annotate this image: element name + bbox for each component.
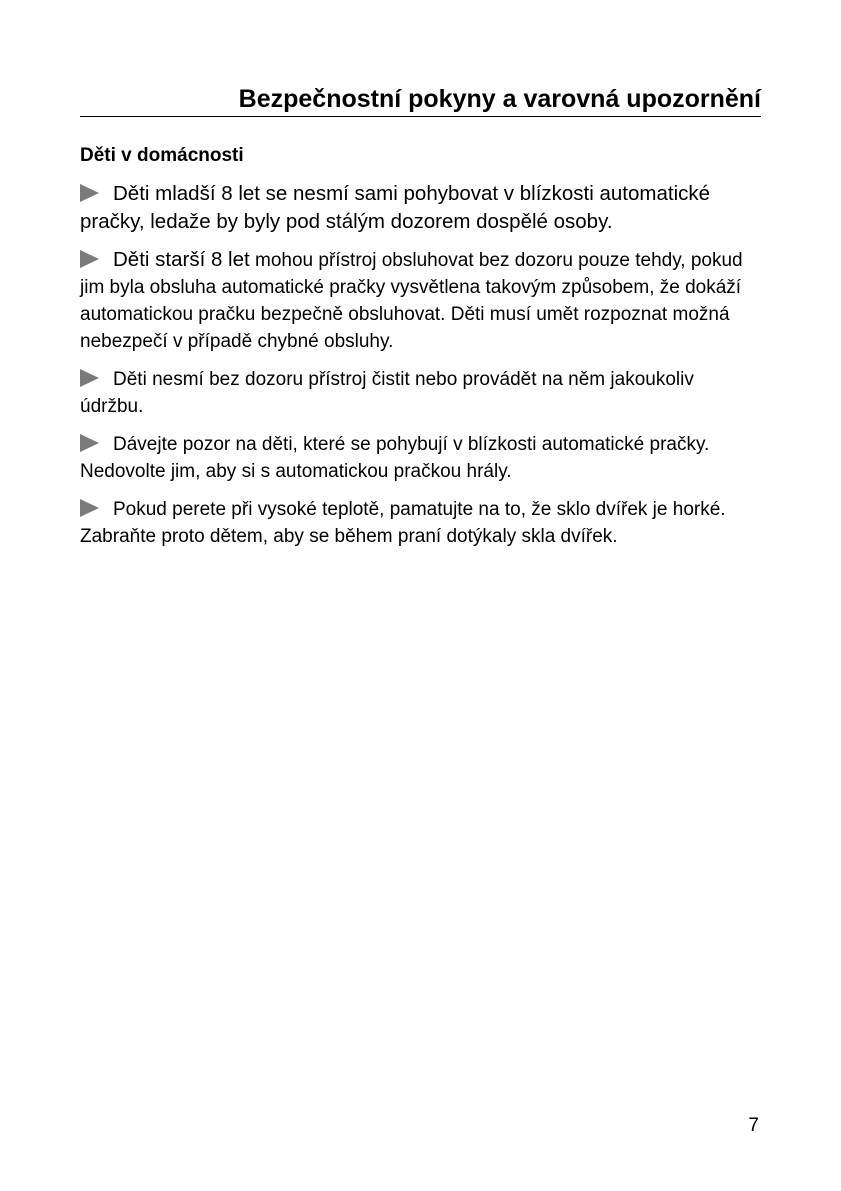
triangle-right-icon bbox=[80, 250, 99, 268]
item-note-text: Zabraňte proto dětem, aby se během praní dotýkaly skla dvířek. bbox=[80, 526, 618, 547]
list-item bbox=[80, 180, 761, 235]
item-lead-text: Děti starší 8 let bbox=[113, 248, 250, 271]
triangle-right-icon bbox=[80, 369, 99, 387]
list-item bbox=[80, 496, 761, 550]
item-text: Dávejte pozor na děti, které se pohybují v blízkosti automatické pračky. Nedovolte jim, aby si s automatickou pračkou hrály. bbox=[80, 434, 710, 482]
item-text: Pokud perete při vysoké teplotě, pamatujte na to, že sklo dvířek je horké. bbox=[113, 499, 726, 520]
item-text: mohou přístroj obsluhovat bez dozoru pouze tehdy, pokud jim byla obsluha automatické pračky vysvětlena takovým způsobem, že dokáží automatickou pračku bezpečně obsluhovat. Děti musí umět rozpoznat možná nebezpečí v případě chybné obsluhy. bbox=[80, 250, 743, 352]
triangle-right-icon bbox=[80, 499, 99, 517]
page-header bbox=[80, 82, 761, 117]
item-text: Děti mladší 8 let se nesmí sami pohybovat v blízkosti automatické pračky, ledaže by byly pod stálým dozorem dospělé osoby. bbox=[80, 182, 711, 233]
page-content bbox=[80, 142, 761, 561]
triangle-right-icon bbox=[80, 434, 99, 452]
item-text: Děti nesmí bez dozoru přístroj čistit nebo provádět na něm jakoukoliv údržbu. bbox=[80, 369, 694, 417]
section-title: Děti v domácnosti bbox=[80, 145, 244, 166]
list-item bbox=[80, 366, 761, 420]
triangle-right-icon bbox=[80, 184, 99, 202]
page-title: Bezpečnostní pokyny a varovná upozornění bbox=[238, 85, 761, 113]
list-item bbox=[80, 246, 761, 355]
list-item bbox=[80, 431, 761, 485]
page-number: 7 bbox=[748, 1115, 759, 1136]
